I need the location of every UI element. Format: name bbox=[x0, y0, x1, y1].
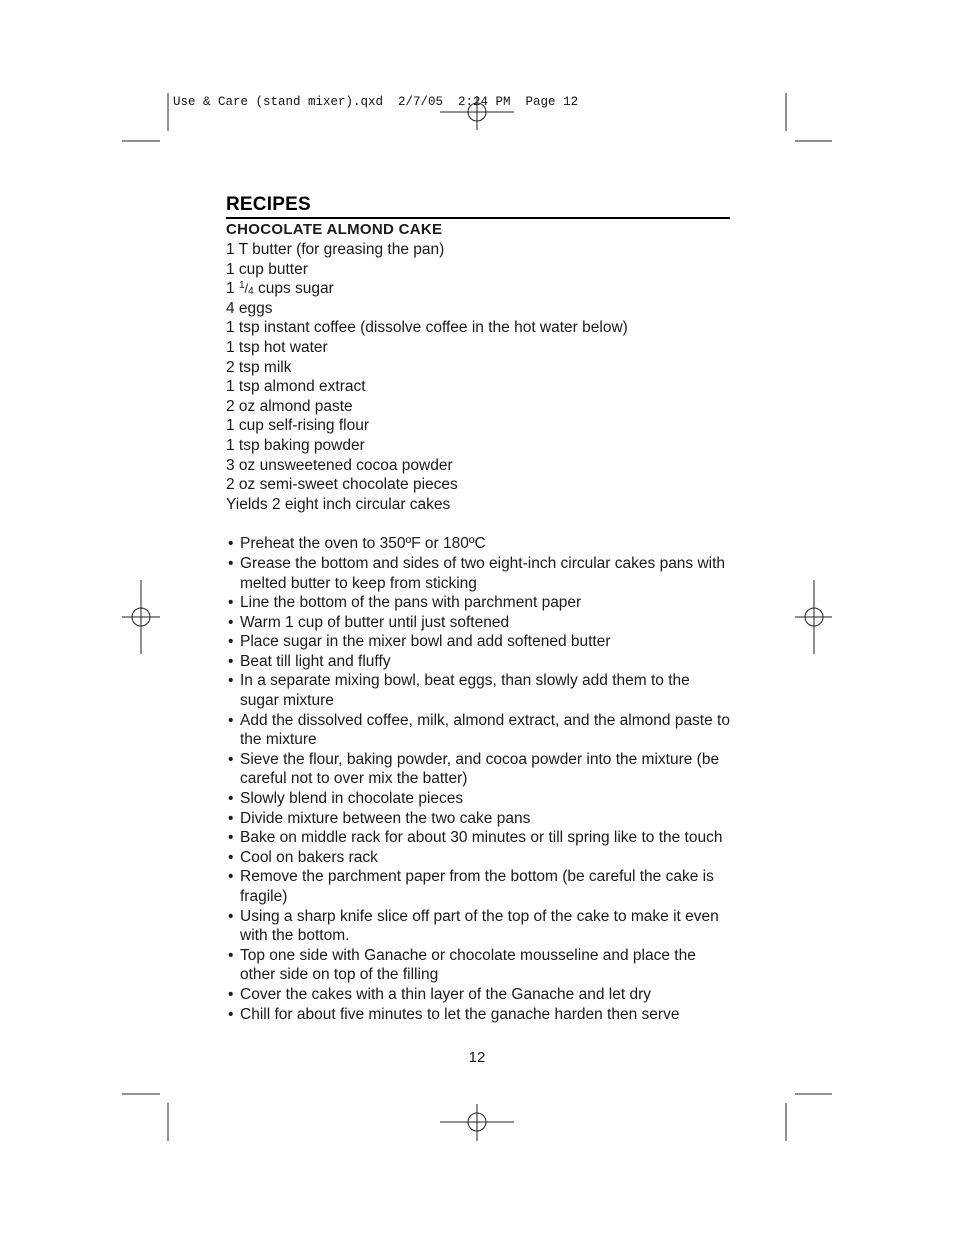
bullet-icon: • bbox=[228, 829, 234, 847]
step-text: Grease the bottom and sides of two eight-inch circular cakes pans with melted butter to keep from sticking bbox=[240, 554, 726, 592]
step-text: Cool on bakers rack bbox=[240, 848, 378, 866]
step-text: Preheat the oven to 350ºF or 180ºC bbox=[240, 535, 486, 553]
bullet-icon: • bbox=[228, 868, 234, 886]
instruction-step bbox=[226, 593, 730, 613]
instruction-step bbox=[226, 789, 730, 809]
recipe-content bbox=[226, 194, 730, 1024]
step-text: Beat till light and fluffy bbox=[240, 652, 391, 670]
ingredient-item: 1 cup butter bbox=[226, 260, 308, 278]
ingredient-list bbox=[226, 240, 730, 495]
ingredient-item: 2 tsp milk bbox=[226, 358, 292, 376]
step-text: Add the dissolved coffee, milk, almond extract, and the almond paste to the mixture bbox=[240, 711, 730, 749]
file-slug-line: Use & Care (stand mixer).qxd 2/7/05 2:24 PM Page 12 bbox=[173, 95, 579, 109]
step-text: Top one side with Ganache or chocolate mousseline and place the other side on top of the filling bbox=[240, 946, 696, 984]
step-text: Slowly blend in chocolate pieces bbox=[240, 790, 464, 808]
registration-mark-right bbox=[795, 580, 832, 654]
ingredient-item-fraction bbox=[226, 279, 730, 299]
bullet-icon: • bbox=[228, 594, 234, 612]
registration-mark-bottom bbox=[440, 1104, 514, 1141]
bullet-icon: • bbox=[228, 848, 234, 866]
step-text: Sieve the flour, baking powder, and cocoa powder into the mixture (be careful not to over mix the batter) bbox=[240, 750, 720, 788]
instruction-step bbox=[226, 554, 730, 593]
instruction-step bbox=[226, 985, 730, 1005]
instruction-step bbox=[226, 1005, 730, 1025]
step-text: Cover the cakes with a thin layer of the Ganache and let dry bbox=[240, 985, 651, 1003]
section-title: RECIPES bbox=[226, 194, 730, 219]
bullet-icon: • bbox=[228, 809, 234, 827]
bullet-icon: • bbox=[228, 535, 234, 553]
ingredient-item: 1 tsp baking powder bbox=[226, 436, 365, 454]
step-text: Line the bottom of the pans with parchment paper bbox=[240, 594, 582, 612]
ingredient-item: 1 tsp almond extract bbox=[226, 378, 366, 396]
ingredient-item: 2 oz almond paste bbox=[226, 397, 353, 415]
instruction-step bbox=[226, 632, 730, 652]
bullet-icon: • bbox=[228, 633, 234, 651]
page-number: 12 bbox=[468, 1049, 486, 1066]
bullet-icon: • bbox=[228, 613, 234, 631]
ingredient-item: 2 oz semi-sweet chocolate pieces bbox=[226, 476, 458, 494]
ingredient-item: 1 tsp instant coffee (dissolve coffee in the hot water below) bbox=[226, 319, 628, 337]
recipe-yield: Yields 2 eight inch circular cakes bbox=[226, 495, 451, 513]
fraction bbox=[239, 280, 254, 297]
instruction-step bbox=[226, 534, 730, 554]
instruction-step bbox=[226, 711, 730, 750]
step-text: Chill for about five minutes to let the ganache harden then serve bbox=[240, 1005, 680, 1023]
instruction-step bbox=[226, 613, 730, 633]
step-text: Bake on middle rack for about 30 minutes or till spring like to the touch bbox=[240, 829, 723, 847]
bullet-icon: • bbox=[228, 985, 234, 1003]
ingredient-item: 1 cup self-rising flour bbox=[226, 417, 370, 435]
instruction-step bbox=[226, 809, 730, 829]
instruction-step bbox=[226, 848, 730, 868]
step-text: In a separate mixing bowl, beat eggs, than slowly add them to the sugar mixture bbox=[240, 672, 690, 710]
step-text: Using a sharp knife slice off part of the top of the cake to make it even with the bottom. bbox=[240, 907, 719, 945]
bullet-icon: • bbox=[228, 750, 234, 768]
instruction-step bbox=[226, 907, 730, 946]
step-text: Divide mixture between the two cake pans bbox=[240, 809, 531, 827]
fraction-denominator: 4 bbox=[248, 286, 254, 298]
instruction-step bbox=[226, 671, 730, 710]
bullet-icon: • bbox=[228, 554, 234, 572]
step-text: Warm 1 cup of butter until just softened bbox=[240, 613, 510, 631]
instruction-step bbox=[226, 750, 730, 789]
bullet-icon: • bbox=[228, 652, 234, 670]
ingredient-item: 4 eggs bbox=[226, 299, 273, 317]
ingredient-item: 1 T butter (for greasing the pan) bbox=[226, 241, 445, 258]
bullet-icon: • bbox=[228, 1005, 234, 1023]
registration-mark-left bbox=[122, 580, 160, 654]
instruction-step bbox=[226, 867, 730, 906]
step-text: Place sugar in the mixer bowl and add softened butter bbox=[240, 633, 611, 651]
bullet-icon: • bbox=[228, 907, 234, 925]
bullet-icon: • bbox=[228, 790, 234, 808]
step-text: Remove the parchment paper from the bottom (be careful the cake is fragile) bbox=[240, 868, 714, 905]
instruction-list bbox=[226, 534, 730, 1024]
fraction-slash: / bbox=[244, 281, 249, 297]
instruction-step bbox=[226, 946, 730, 985]
bullet-icon: • bbox=[228, 711, 234, 729]
bullet-icon: • bbox=[228, 672, 234, 690]
fraction-whole: 1 bbox=[226, 280, 239, 298]
bullet-icon: • bbox=[228, 946, 234, 964]
ingredient-item: 1 tsp hot water bbox=[226, 338, 328, 356]
fraction-numerator: 1 bbox=[238, 280, 245, 292]
ingredient-item: 3 oz unsweetened cocoa powder bbox=[226, 456, 453, 474]
recipe-title: CHOCOLATE ALMOND CAKE bbox=[226, 221, 443, 238]
fraction-rest: cups sugar bbox=[253, 280, 334, 298]
instruction-step bbox=[226, 652, 730, 672]
instruction-step bbox=[226, 828, 730, 848]
